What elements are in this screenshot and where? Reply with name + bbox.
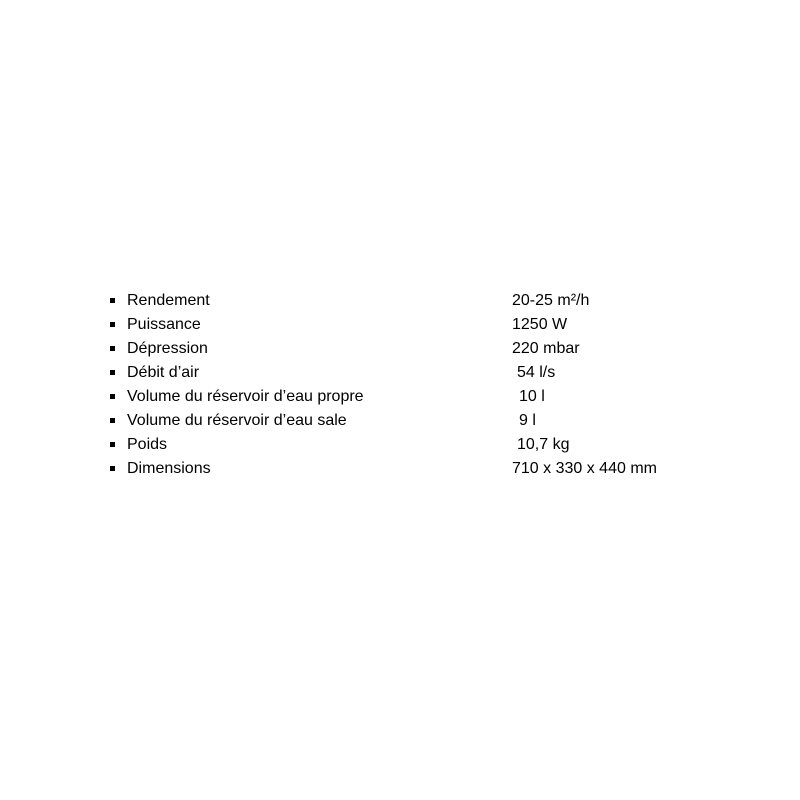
spec-value: 1250 W <box>512 316 568 333</box>
spec-value: 710 x 330 x 440 mm <box>512 460 657 477</box>
spec-row-rendement <box>108 289 748 313</box>
specification-list <box>108 289 748 481</box>
square-bullet-icon <box>110 298 115 303</box>
spec-label: Volume du réservoir d’eau sale <box>127 412 347 429</box>
spec-label: Volume du réservoir d’eau propre <box>127 388 364 405</box>
spec-value: 10,7 kg <box>517 436 570 453</box>
spec-row-debit-air <box>108 361 748 385</box>
spec-row-poids <box>108 433 748 457</box>
spec-label: Débit d’air <box>127 364 200 381</box>
spec-label: Dimensions <box>127 460 211 477</box>
spec-label: Rendement <box>127 292 210 309</box>
spec-value: 10 l <box>519 388 545 405</box>
spec-row-reservoir-eau-propre <box>108 385 748 409</box>
spec-label: Dépression <box>127 340 208 357</box>
square-bullet-icon <box>110 394 115 399</box>
spec-row-reservoir-eau-sale <box>108 409 748 433</box>
square-bullet-icon <box>110 418 115 423</box>
square-bullet-icon <box>110 346 115 351</box>
square-bullet-icon <box>110 322 115 327</box>
spec-value: 54 l/s <box>517 364 556 381</box>
square-bullet-icon <box>110 370 115 375</box>
square-bullet-icon <box>110 466 115 471</box>
spec-value: 9 l <box>519 412 536 429</box>
spec-label: Poids <box>127 436 168 453</box>
spec-row-puissance <box>108 313 748 337</box>
spec-label: Puissance <box>127 316 201 333</box>
square-bullet-icon <box>110 442 115 447</box>
spec-row-dimensions <box>108 457 748 481</box>
spec-value: 20-25 m²/h <box>512 292 590 309</box>
spec-row-depression <box>108 337 748 361</box>
spec-value: 220 mbar <box>512 340 580 357</box>
